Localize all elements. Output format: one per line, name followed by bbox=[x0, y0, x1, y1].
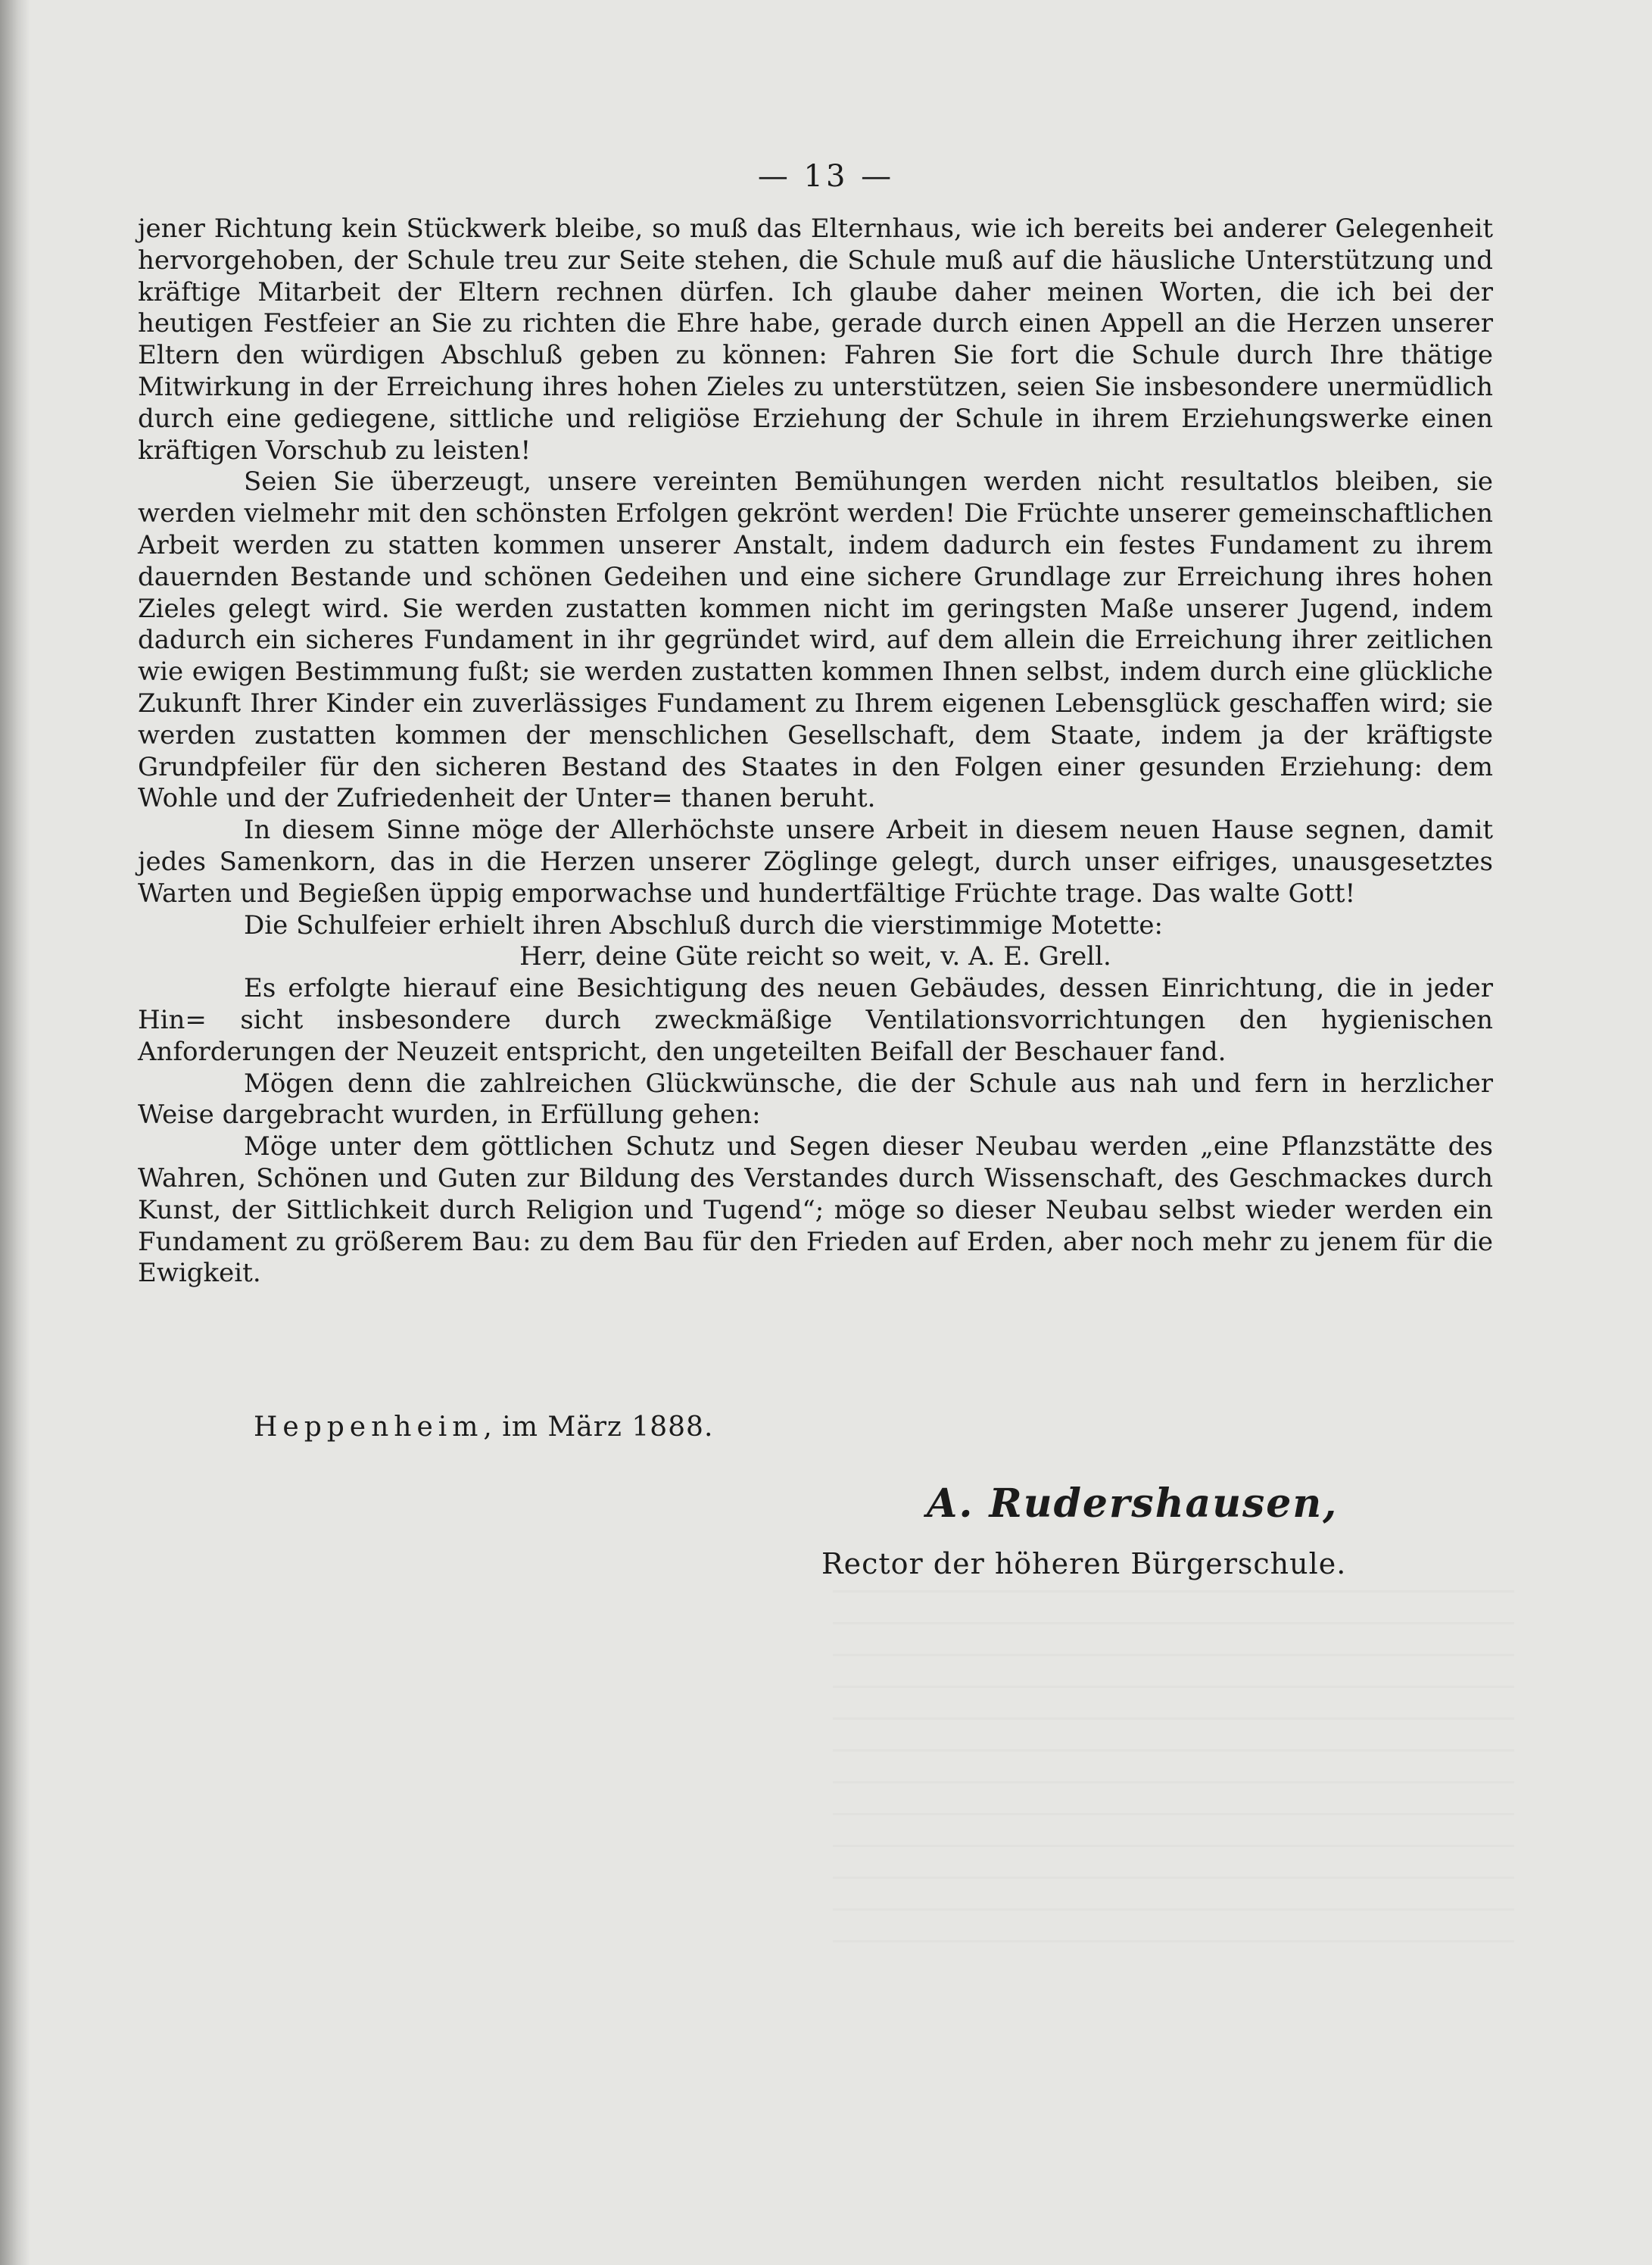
text-line: sicheres Fundament in ihr gegründet wird, auf dem allein die Erreichung ihrer zeitlichen wie ewigen bbox=[138, 625, 1493, 688]
text-line: Möge unter dem göttlichen Schutz und Segen dieser Neubau werden „eine Pflanzstätte des Wahren, bbox=[138, 1131, 1493, 1193]
text-line: Festfeier an Sie zu richten die Ehre habe, gerade durch einen Appell an die Herzen unserer Eltern den bbox=[138, 308, 1493, 371]
text-line: Bestimmung fußt; sie werden zustatten kommen Ihnen selbst, indem durch eine glückliche Zukunft Ihrer bbox=[138, 657, 1494, 719]
text-line: In diesem Sinne möge der Allerhöchste unsere Arbeit in diesem neuen Hause segnen, damit bbox=[244, 815, 1493, 846]
page-number: — 13 — bbox=[757, 159, 895, 194]
text-line: sicht insbesondere durch zweckmäßige Ventilationsvorrichtungen den hygienischen Anforderungen der Neuzeit bbox=[138, 1004, 1493, 1067]
text-line: wird. Sie werden zustatten kommen nicht im geringsten Maße unserer Jugend, indem dadurch ein bbox=[138, 593, 1493, 656]
binding-shadow bbox=[0, 0, 30, 2265]
text-line: jedes Samenkorn, das in die Herzen unserer Zöglinge gelegt, durch unser eifriges, unausgesetztes Warten bbox=[138, 846, 1493, 909]
text-line: Kinder ein zuverlässiges Fundament zu Ihrem eigenen Lebensglück geschaffen wird; sie werden zustatten bbox=[138, 688, 1493, 750]
text-line: kräftige Mitarbeit der Eltern rechnen dürfen. Ich glaube daher meinen Worten, die ich bei der heutigen bbox=[138, 276, 1493, 339]
text-line: thanen beruht. bbox=[681, 783, 876, 814]
paragraph-7 bbox=[138, 1069, 1493, 1132]
text-line: Bestande und schönen Gedeihen und eine sichere Grundlage zur Erreichung ihres hohen Zieles gelegt bbox=[138, 561, 1494, 624]
paragraph-4 bbox=[138, 910, 1493, 942]
text-line: jener Richtung kein Stückwerk bleibe, so muß das Elternhaus, wie ich bereits bei anderer Gelegenheit bbox=[138, 214, 1493, 244]
dateline bbox=[254, 1412, 713, 1443]
show-through-bleed bbox=[833, 1590, 1514, 1969]
dateline-place: Heppenheim bbox=[254, 1412, 484, 1443]
paragraph-2 bbox=[138, 466, 1493, 815]
text-line: entspricht, den ungeteilten Beifall der Beschauer fand. bbox=[506, 1036, 1227, 1067]
text-line: sittliche und religiöse Erziehung der Schule in ihrem Erziehungswerke einen kräftigen Vorschub zu leisten! bbox=[138, 403, 1493, 466]
text-line: Herr, deine Güte reicht so weit, v. A. E. Grell. bbox=[519, 941, 1111, 972]
text-line: würdigen Abschluß geben zu können: Fahren Sie fort die Schule durch Ihre thätige Mitwirkung in bbox=[138, 340, 1493, 402]
text-line: des Staates in den Folgen einer gesunden Erziehung: dem Wohle und der Zufriedenheit der Unter= bbox=[138, 751, 1493, 814]
text-line: werden zu statten kommen unserer Anstalt, indem dadurch ein festes Fundament zu ihrem dauernden bbox=[138, 529, 1493, 592]
text-line: hervorgehoben, der Schule treu zur Seite stehen, die Schule muß auf die häusliche Unterstützung und bbox=[138, 245, 1493, 276]
text-line: Mögen denn die zahlreichen Glückwünsche, die der Schule aus nah und fern in herzlicher Weise bbox=[138, 1068, 1493, 1131]
paragraph-6 bbox=[138, 973, 1493, 1068]
text-line: Seien Sie überzeugt, unsere vereinten Bemühungen werden nicht resultatlos bleiben, sie werden bbox=[138, 466, 1493, 529]
text-line: dargebracht wurden, in Erfüllung gehen: bbox=[222, 1100, 761, 1131]
text-line: kommen der menschlichen Gesellschaft, dem Staate, indem ja der kräftigste Grundpfeiler für den sicheren Bestand bbox=[138, 719, 1493, 782]
signature: A. Rudershausen, bbox=[927, 1480, 1339, 1527]
dateline-date: , im März 1888. bbox=[483, 1412, 714, 1443]
text-line: größerem Bau: zu dem Bau für den Frieden auf Erden, aber noch mehr zu jenem für die Ewigkeit. bbox=[138, 1226, 1494, 1289]
paragraph-1 bbox=[138, 214, 1493, 466]
motet-title bbox=[138, 941, 1493, 973]
text-line: Die Schulfeier erhielt ihren Abschluß durch die vierstimmige Motette: bbox=[244, 909, 1163, 941]
signature-title: Rector der höheren Bürgerschule. bbox=[821, 1547, 1347, 1580]
text-line: Sittlichkeit durch Religion und Tugend“; möge so dieser Neubau selbst wieder werden ein Fundament zu bbox=[138, 1194, 1493, 1257]
paragraph-3 bbox=[138, 815, 1493, 909]
text-line: der Erreichung ihres hohen Zieles zu unterstützen, seien Sie insbesondere unermüdlich durch eine gediegene, bbox=[138, 371, 1494, 434]
text-line: vielmehr mit den schönsten Erfolgen gekrönt werden! Die Früchte unserer gemeinschaftlichen Arbeit bbox=[138, 498, 1493, 560]
text-line: Es erfolgte hierauf eine Besichtigung des neuen Gebäudes, dessen Einrichtung, die in jeder Hin= bbox=[138, 973, 1493, 1035]
body-text bbox=[138, 214, 1493, 1290]
text-line: und Begießen üppig emporwachse und hundertfältige Früchte trage. Das walte Gott! bbox=[240, 878, 1356, 909]
text-line: Schönen und Guten zur Bildung des Verstandes durch Wissenschaft, des Geschmackes durch Kunst, der bbox=[138, 1162, 1493, 1225]
paragraph-8 bbox=[138, 1131, 1493, 1290]
